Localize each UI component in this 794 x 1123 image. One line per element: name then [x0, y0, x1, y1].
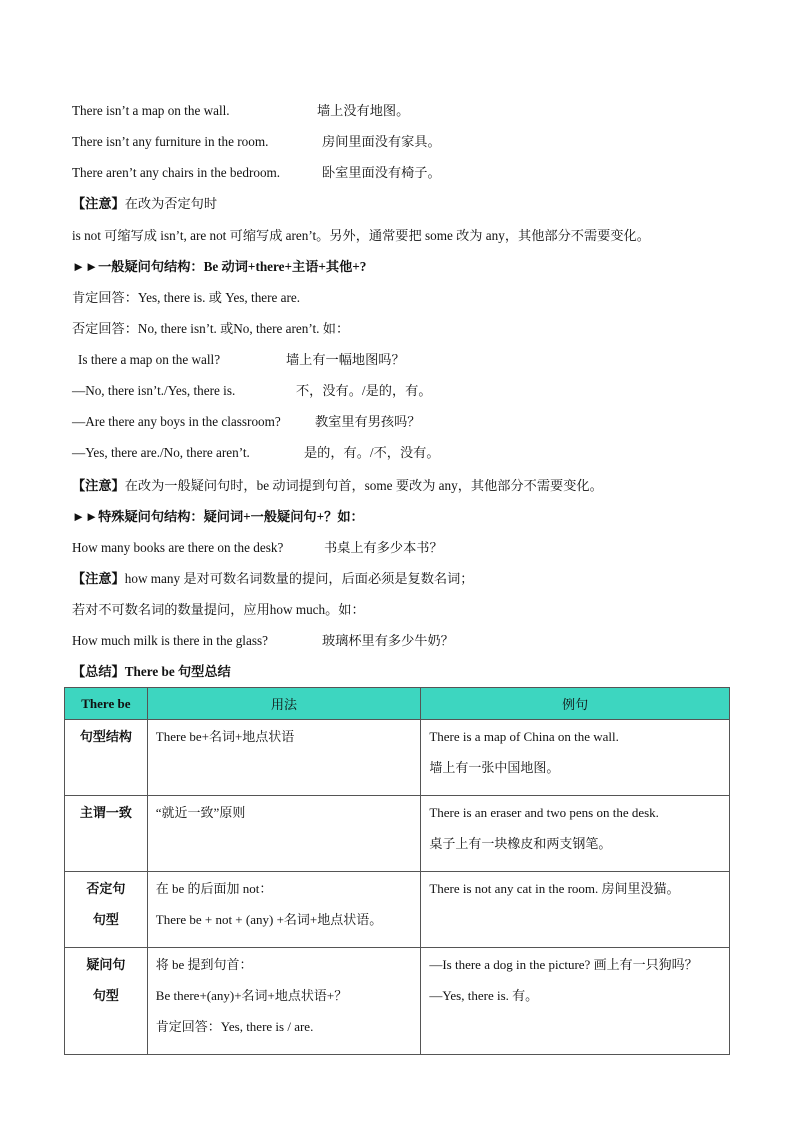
row-head-line: 否定句: [86, 881, 126, 896]
table-row: [65, 796, 730, 872]
table-row: [65, 872, 730, 948]
line-1-cn: 墙上没有地图。: [317, 103, 410, 118]
example-3-en: —Are there any boys in the classroom?: [72, 414, 281, 429]
usage-cell: [147, 872, 421, 948]
row-head-line: 主谓一致: [79, 805, 132, 820]
usage-cell: [147, 796, 421, 872]
example-cell: [421, 872, 730, 948]
row-head-line: 句型结构: [79, 729, 132, 744]
example-line: —Yes, there is. 有。: [429, 988, 539, 1003]
example-4-en: —Yes, there are./No, there aren’t.: [72, 445, 250, 460]
note-3: [72, 570, 473, 588]
negative-answer: 否定回答：No, there isn’t. 或No, there aren’t. 如：: [72, 321, 350, 336]
note-2-tag: 【注意】: [72, 478, 125, 493]
example-line: 桌子上有一块橡皮和两支钢笔。: [429, 836, 612, 851]
row-head: [65, 872, 148, 948]
row-head-line: 句型: [92, 912, 119, 927]
line-2-cn: 房间里面没有家具。: [322, 134, 441, 149]
header-example: 例句: [421, 688, 730, 720]
example-6-cn: 玻璃杯里有多少牛奶？: [322, 633, 454, 648]
example-cell: [421, 796, 730, 872]
example-line: There is a map of China on the wall.: [429, 729, 619, 744]
header-there-be: There be: [65, 688, 148, 720]
affirmative-answer: 肯定回答：Yes, there is. 或 Yes, there are.: [72, 290, 301, 305]
example-2-cn: 不，没有。/是的，有。: [296, 383, 432, 398]
usage-line: “就近一致”原则: [155, 805, 246, 820]
row-head-line: 疑问句: [86, 957, 126, 972]
usage-line: 肯定回答：Yes, there is / are.: [155, 1019, 314, 1034]
summary-table: [64, 687, 730, 1055]
example-line: There is not any cat in the room. 房间里没猫。: [429, 881, 680, 896]
contraction-line: is not 可缩写成 isn’t, are not 可缩写成 aren’t。另外，通常要把 some 改为 any，其他部分不需要变化。: [72, 228, 650, 243]
example-line: 墙上有一张中国地图。: [429, 760, 560, 775]
note-3-text: how many 是对可数名词数量的提问，后面必须是复数名词；: [124, 571, 474, 586]
note-1-tag: 【注意】: [72, 196, 125, 211]
example-cell: [421, 720, 730, 796]
example-line: There is an eraser and two pens on the desk.: [429, 805, 659, 820]
example-3-cn: 教室里有男孩吗？: [315, 414, 421, 429]
note-1-text: 在改为否定句时: [124, 196, 218, 211]
usage-line: Be there+(any)+名词+地点状语+？: [155, 988, 348, 1003]
example-1-cn: 墙上有一幅地图吗？: [286, 352, 405, 367]
example-cell: [421, 948, 730, 1055]
usage-line: There be + not + (any) +名词+地点状语。: [155, 912, 383, 927]
line-3-en: There aren’t any chairs in the bedroom.: [72, 165, 281, 180]
usage-cell: [147, 720, 421, 796]
example-1-en: Is there a map on the wall?: [78, 352, 221, 367]
line-2-en: There isn’t any furniture in the room.: [72, 134, 269, 149]
example-5-en: How many books are there on the desk?: [72, 540, 284, 555]
example-4-cn: 是的，有。/不，没有。: [304, 445, 440, 460]
note-2: [72, 477, 603, 495]
heading-special-question: ►►特殊疑问句结构：疑问词+一般疑问句+？如：: [72, 509, 364, 524]
example-5-cn: 书桌上有多少本书？: [324, 540, 443, 555]
table-row: [65, 720, 730, 796]
table-row: [65, 948, 730, 1055]
example-2-en: —No, there isn’t./Yes, there is.: [72, 383, 236, 398]
example-6-en: How much milk is there in the glass?: [72, 633, 268, 648]
row-head-line: 句型: [92, 988, 119, 1003]
note-2-text: 在改为一般疑问句时，be 动词提到句首，some 要改为 any，其他部分不需要变化。: [124, 478, 603, 493]
usage-line: There be+名词+地点状语: [155, 729, 295, 744]
line-3-cn: 卧室里面没有椅子。: [322, 165, 441, 180]
table-header-row: [65, 688, 730, 720]
note-3-tag: 【注意】: [72, 571, 125, 586]
header-usage: 用法: [147, 688, 421, 720]
row-head: [65, 948, 148, 1055]
uncountable-line: 若对不可数名词的数量提问，应用how much。如：: [72, 602, 365, 617]
line-1-en: There isn’t a map on the wall.: [72, 103, 230, 118]
usage-line: 将 be 提到句首：: [155, 957, 253, 972]
heading-general-question: ►►一般疑问句结构：Be 动词+there+主语+其他+?: [72, 259, 367, 274]
note-1: [72, 195, 217, 213]
row-head: [65, 720, 148, 796]
usage-cell: [147, 948, 421, 1055]
example-line: —Is there a dog in the picture? 画上有一只狗吗？: [429, 957, 698, 972]
usage-line: 在 be 的后面加 not：: [155, 881, 273, 896]
summary-title: 【总结】There be 句型总结: [72, 664, 231, 679]
row-head: [65, 796, 148, 872]
